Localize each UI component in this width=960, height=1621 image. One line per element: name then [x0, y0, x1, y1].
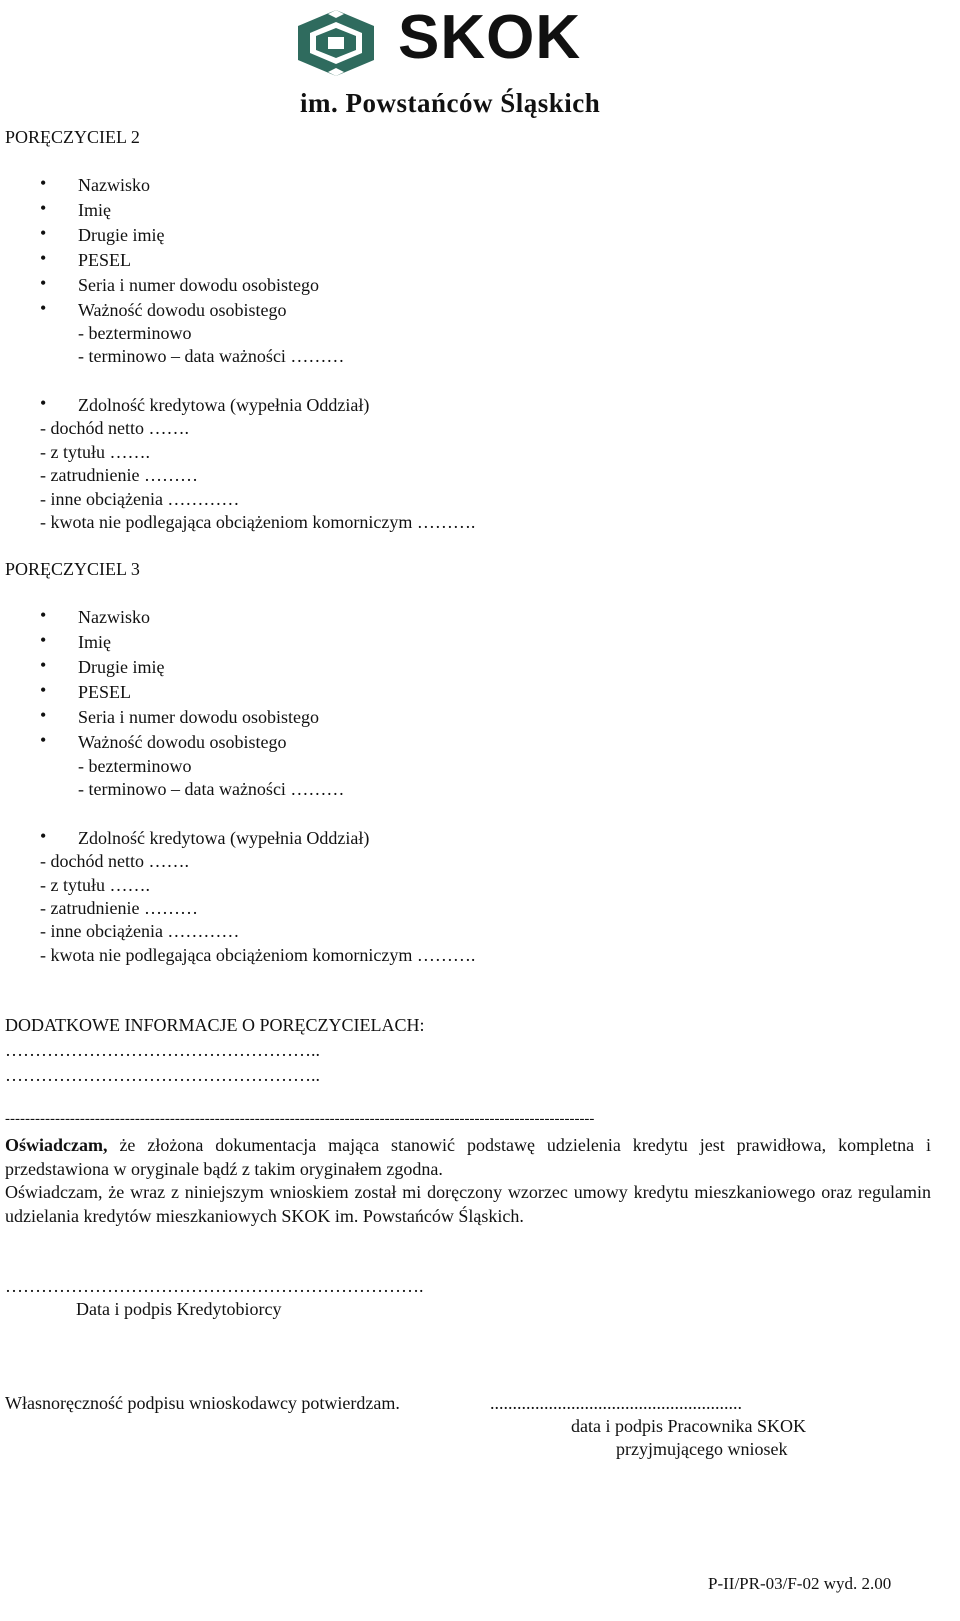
form-code: P-II/PR-03/F-02 wyd. 2.00	[708, 1574, 892, 1593]
guarantor3-income-source: - z tytułu …….	[40, 875, 150, 895]
guarantor3-other-liabilities: - inne obciążenia …………	[40, 921, 240, 941]
additional-info-line-1: ……………………………………………..	[5, 1040, 320, 1060]
guarantor3-field-name: Imię	[78, 632, 111, 652]
bullet-icon: •	[40, 730, 47, 750]
guarantor2-employment: - zatrudnienie ………	[40, 465, 198, 485]
declaration-lead: Oświadczam,	[5, 1135, 108, 1155]
guarantor2-field-name: Imię	[78, 200, 111, 220]
guarantor2-field-surname: Nazwisko	[78, 175, 150, 195]
bullet-icon: •	[40, 223, 47, 243]
bullet-icon: •	[40, 248, 47, 268]
guarantor3-title: PORĘCZYCIEL 3	[5, 559, 140, 579]
signature-label: Data i podpis Kredytobiorcy	[76, 1299, 282, 1319]
guarantor3-employment: - zatrudnienie ………	[40, 898, 198, 918]
bullet-icon: •	[40, 655, 47, 675]
bullet-icon: •	[40, 605, 47, 625]
declaration-text-1: że złożona dokumentacja mająca stanowić podstawę udzielenia kredytu jest prawidłowa, kompletna i przedstawiona w oryginale bądź z takim oryginałem zgodna.	[5, 1135, 931, 1179]
bullet-icon: •	[40, 393, 47, 413]
guarantor2-credit-heading: Zdolność kredytowa (wypełnia Oddział)	[78, 395, 370, 415]
logo-subtitle: im. Powstańców Śląskich	[300, 88, 601, 118]
guarantor2-field-second-name: Drugie imię	[78, 225, 165, 245]
logo-wordmark: SKOK	[398, 3, 582, 72]
bullet-icon: •	[40, 273, 47, 293]
guarantor2-net-income: - dochód netto …….	[40, 418, 189, 438]
additional-info-line-2: ……………………………………………..	[5, 1065, 320, 1085]
guarantor2-field-id-number: Seria i numer dowodu osobistego	[78, 275, 319, 295]
confirmation-text: Własnoręczność podpisu wnioskodawcy potwierdzam.	[5, 1393, 400, 1413]
bullet-icon: •	[40, 705, 47, 725]
bullet-icon: •	[40, 298, 47, 318]
guarantor2-field-pesel: PESEL	[78, 250, 132, 270]
guarantor3-field-second-name: Drugie imię	[78, 657, 165, 677]
confirmation-label-2: przyjmującego wniosek	[616, 1439, 788, 1459]
guarantor2-validity-term: - terminowo – data ważności ………	[78, 346, 345, 366]
guarantor3-field-pesel: PESEL	[78, 682, 132, 702]
guarantor3-field-id-number: Seria i numer dowodu osobistego	[78, 707, 319, 727]
skok-emblem-icon	[288, 8, 384, 78]
signature-dots: …………………………………………………………….	[5, 1276, 424, 1296]
bullet-icon: •	[40, 826, 47, 846]
skok-logo	[288, 3, 668, 121]
guarantor2-field-id-validity: Ważność dowodu osobistego	[78, 300, 287, 320]
declaration-paragraph-1	[5, 1133, 931, 1181]
confirmation-dots: ........................................................	[490, 1393, 742, 1413]
bullet-icon: •	[40, 680, 47, 700]
guarantor2-income-source: - z tytułu …….	[40, 442, 150, 462]
bullet-icon: •	[40, 630, 47, 650]
guarantor3-exempt-amount: - kwota nie podlegająca obciążeniom komorniczym ……….	[40, 945, 476, 965]
guarantor3-validity-term: - terminowo – data ważności ………	[78, 779, 345, 799]
guarantor2-exempt-amount: - kwota nie podlegająca obciążeniom komorniczym ……….	[40, 512, 476, 532]
separator-line: ----------------------------------------------------------------------------------------------------------------------	[5, 1111, 595, 1127]
guarantor2-validity-unlimited: - bezterminowo	[78, 323, 192, 343]
guarantor3-field-id-validity: Ważność dowodu osobistego	[78, 732, 287, 752]
guarantor3-credit-heading: Zdolność kredytowa (wypełnia Oddział)	[78, 828, 370, 848]
guarantor2-title: PORĘCZYCIEL 2	[5, 127, 140, 147]
guarantor3-field-surname: Nazwisko	[78, 607, 150, 627]
bullet-icon: •	[40, 198, 47, 218]
confirmation-label-1: data i podpis Pracownika SKOK	[571, 1416, 806, 1436]
additional-info-title: DODATKOWE INFORMACJE O PORĘCZYCIELACH:	[5, 1015, 425, 1035]
bullet-icon: •	[40, 173, 47, 193]
guarantor2-other-liabilities: - inne obciążenia …………	[40, 489, 240, 509]
guarantor3-validity-unlimited: - bezterminowo	[78, 756, 192, 776]
declaration-paragraph-2: Oświadczam, że wraz z niniejszym wnioskiem został mi doręczony wzorzec umowy kredytu mieszkaniowego oraz regulamin udzielania kredytów mieszkaniowych SKOK im. Powstańców Śląskich.	[5, 1182, 931, 1226]
guarantor3-net-income: - dochód netto …….	[40, 851, 189, 871]
